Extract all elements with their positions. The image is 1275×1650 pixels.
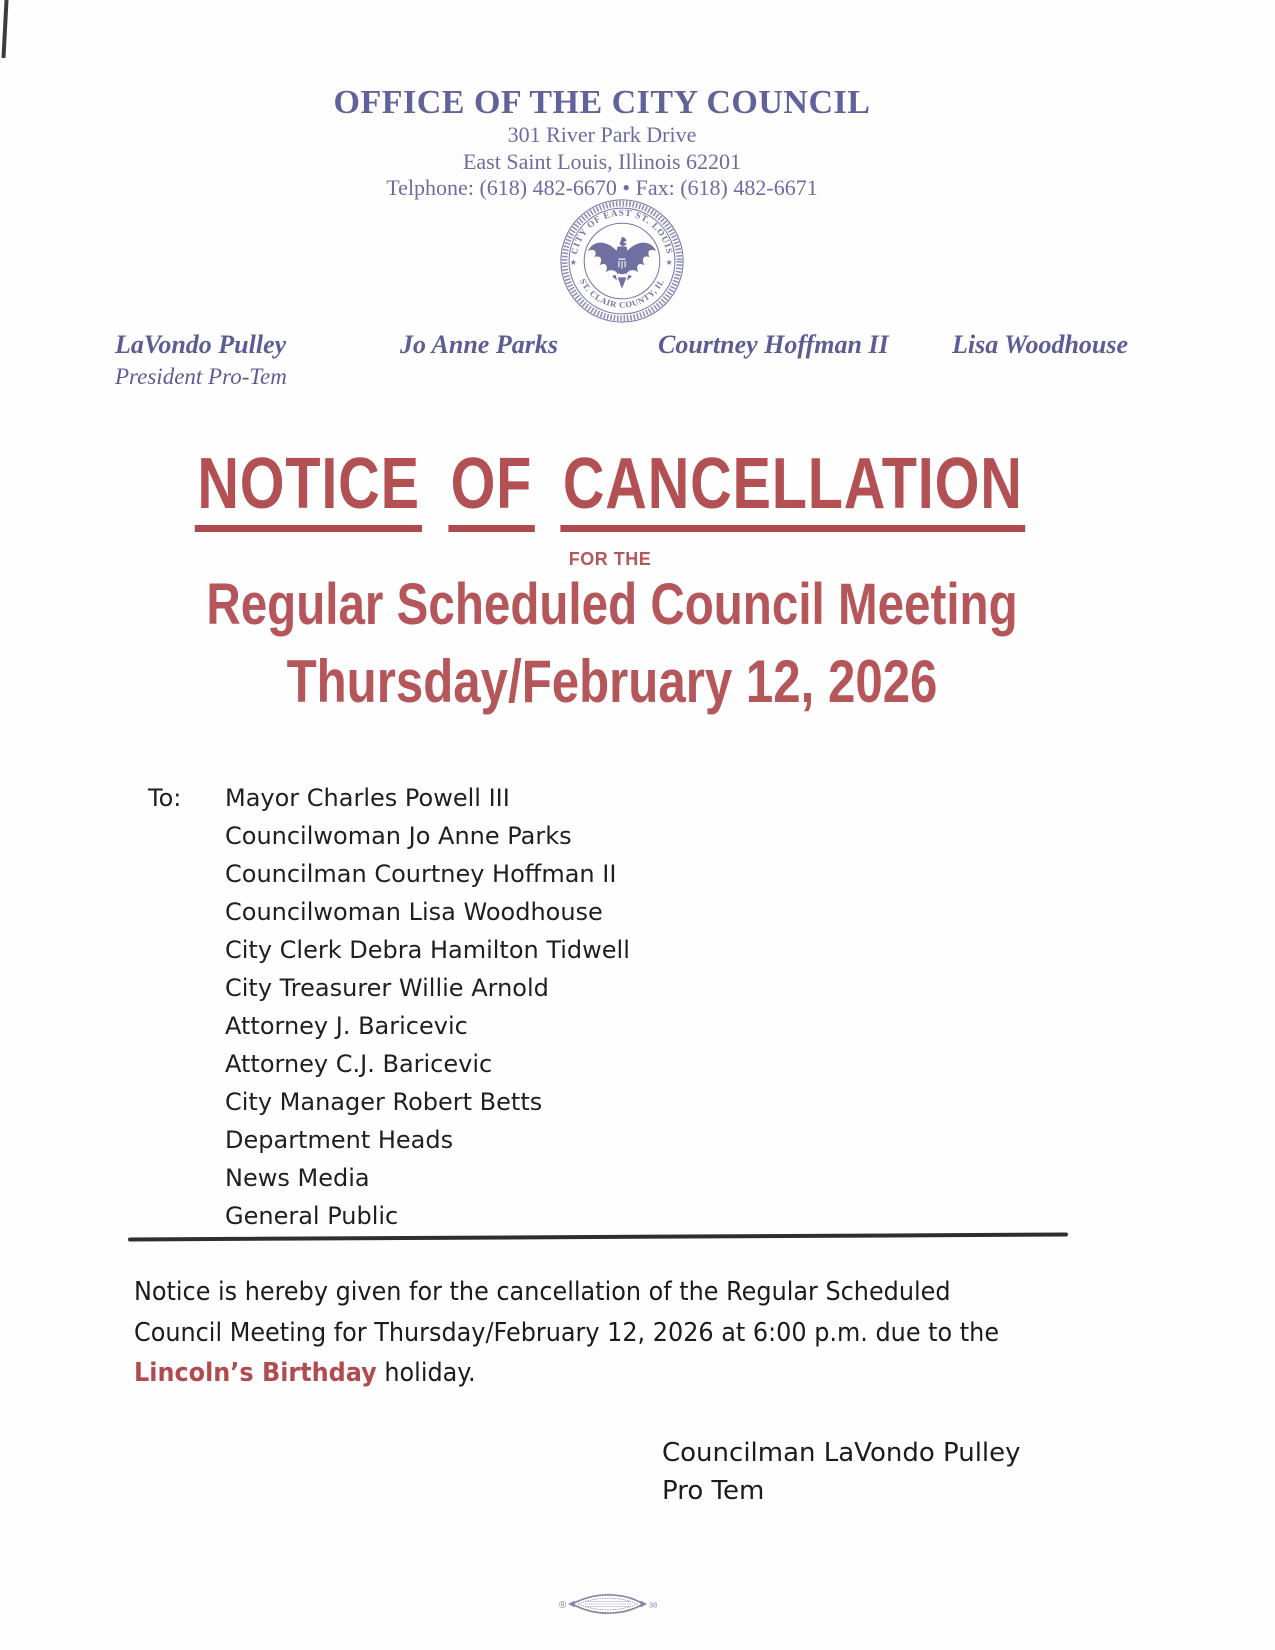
seal-bottom-text: ST. CLAIR COUNTY, IL (577, 276, 667, 310)
notice-title-word: NOTICE (195, 448, 422, 532)
official-woodhouse (952, 330, 1128, 360)
notice-paragraph (134, 1272, 1082, 1394)
notice-paragraph-line: Notice is hereby given for the cancellation of the Regular Scheduled (134, 1277, 951, 1307)
office-title: OFFICE OF THE CITY COUNCIL (333, 84, 871, 121)
recipient-item: Attorney C.J. Baricevic (225, 1050, 493, 1078)
official-name: Courtney Hoffman II (658, 330, 889, 359)
recipient-item: Councilman Courtney Hoffman II (225, 860, 617, 888)
recipient-item: News Media (225, 1164, 370, 1192)
union-bug-icon (558, 1590, 658, 1618)
notice-paragraph-line (134, 1353, 1082, 1394)
official-name: Lisa Woodhouse (952, 330, 1129, 359)
seal-star-left: ★ (569, 257, 578, 267)
notice-title (122, 444, 1098, 532)
city-seal (536, 198, 708, 329)
recipient-item: Councilwoman Lisa Woodhouse (225, 898, 603, 926)
signature-name: Councilman LaVondo Pulley (662, 1438, 1021, 1468)
notice-title-word: CANCELLATION (561, 448, 1025, 532)
recipient-item: City Manager Robert Betts (225, 1088, 543, 1116)
signature-block (662, 1434, 1021, 1510)
recipient-item: Attorney J. Baricevic (225, 1012, 468, 1040)
contact-line: Telphone: (618) 482-6670 • Fax: (618) 482-6671 (386, 175, 818, 200)
official-name: Jo Anne Parks (400, 330, 558, 359)
recipient-item: City Treasurer Willie Arnold (225, 974, 549, 1002)
scan-artifact (1, 0, 8, 58)
registered-mark: ® (558, 1600, 567, 1612)
signature-title: Pro Tem (662, 1476, 765, 1506)
recipients-list (225, 779, 630, 1235)
union-bug (558, 1590, 658, 1623)
notice-subtitle-meeting: Regular Scheduled Council Meeting (206, 572, 1018, 637)
official-pulley (115, 330, 287, 390)
official-parks (400, 330, 558, 360)
notice-title-word: OF (448, 448, 534, 532)
recipients-label: To: (148, 784, 182, 812)
recipient-item: Mayor Charles Powell III (225, 784, 510, 812)
for-the-label: FOR THE (568, 549, 652, 569)
recipient-item: City Clerk Debra Hamilton Tidwell (225, 936, 630, 964)
notice-paragraph-end: holiday. (376, 1358, 476, 1388)
recipient-item: Department Heads (225, 1126, 454, 1154)
notice-paragraph-line: Council Meeting for Thursday/February 12, 2026 at 6:00 p.m. due to the (134, 1317, 1000, 1348)
letterhead (36, 84, 1168, 202)
seal-star-right: ★ (665, 257, 673, 267)
recipient-item: Councilwoman Jo Anne Parks (225, 822, 572, 850)
recipient-item: General Public (225, 1202, 399, 1230)
city-seal-icon (536, 198, 708, 324)
address-line-2: East Saint Louis, Illinois 62201 (462, 148, 742, 174)
official-hoffman (658, 330, 889, 360)
official-title: President Pro-Tem (115, 364, 287, 389)
holiday-highlight: Lincoln’s Birthday (134, 1358, 377, 1388)
bug-number: 38 (648, 1600, 658, 1610)
address-line-1: 301 River Park Drive (507, 122, 697, 147)
notice-subtitle-date: Thursday/February 12, 2026 (286, 648, 938, 715)
official-name: LaVondo Pulley (115, 330, 287, 359)
seal-top-text: CITY OF EAST ST. LOUIS (569, 207, 675, 256)
